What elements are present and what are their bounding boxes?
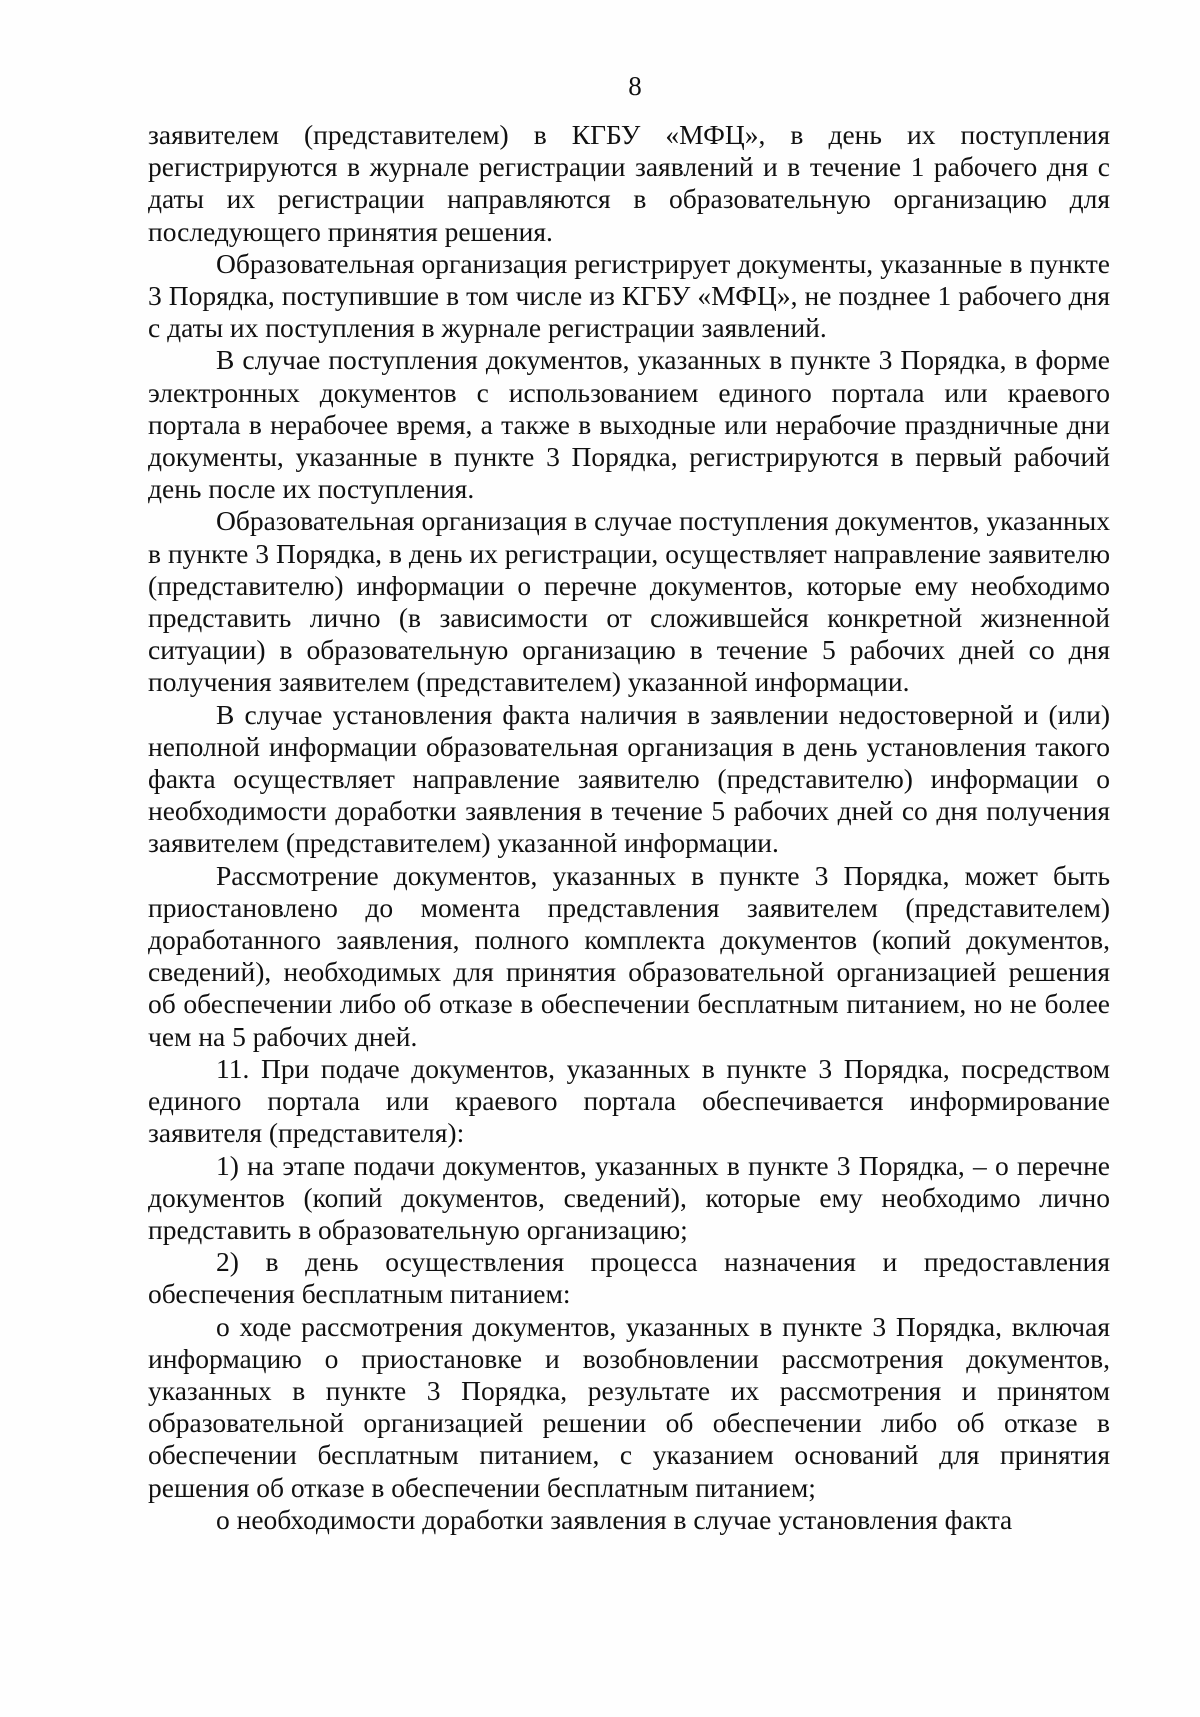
paragraph: о ходе рассмотрения документов, указанных в пункте 3 Порядка, включая информацию о приостановке и возобновлении рассмотрения документов, указанных в пункте 3 Порядка, результате их рассмотрения и принятом образовательной организацией решении об обеспечении либо об отказе в обеспечении бесплатным питанием, с указанием оснований для принятия решения об отказе в обеспечении бесплатным питанием; bbox=[148, 1310, 1110, 1503]
paragraph: Образовательная организация регистрирует документы, указанные в пункте 3 Порядка, поступившие в том числе из КГБУ «МФЦ», не позднее 1 рабочего дня с даты их поступления в журнале регистрации заявлений. bbox=[148, 247, 1110, 344]
paragraph-subitem-1: 1) на этапе подачи документов, указанных в пункте 3 Порядка, – о перечне документов (копий документов, сведений), которые ему необходимо лично представить в образовательную организацию; bbox=[148, 1149, 1110, 1245]
paragraph: Образовательная организация в случае поступления документов, указанных в пункте 3 Порядка, в день их регистрации, осуществляет направление заявителю (представителю) информации о перечне документов, которые ему необходимо представить лично (в зависимости от сложившейся конкретной жизненной ситуации) в образовательную организацию в течение 5 рабочих дней со дня получения заявителем (представителем) указанной информации. bbox=[148, 505, 1110, 698]
paragraph-continuation: заявителем (представителем) в КГБУ «МФЦ», в день их поступления регистрируются в журнале регистрации заявлений и в течение 1 рабочего дня с даты их регистрации направляются в образовательную организацию для последующего принятия решения. bbox=[148, 119, 1110, 247]
paragraph: В случае установления факта наличия в заявлении недостоверной и (или) неполной информации образовательная организация в день установления такого факта осуществляет направление заявителю (представителю) информации о необходимости доработки заявления в течение 5 рабочих дней со дня получения заявителем (представителем) указанной информации. bbox=[148, 698, 1110, 859]
paragraph-last: о необходимости доработки заявления в случае установления факта bbox=[216, 1503, 1013, 1535]
page-number: 8 bbox=[628, 71, 642, 101]
paragraph-subitem-2: 2) в день осуществления процесса назначения и предоставления обеспечения бесплатным питанием: bbox=[148, 1246, 1110, 1310]
document-body bbox=[148, 119, 1110, 1536]
paragraph: Рассмотрение документов, указанных в пункте 3 Порядка, может быть приостановлено до момента представления заявителем (представителем) доработанного заявления, полного комплекта документов (копий документов, сведений), необходимых для принятия образовательной организацией решения об обеспечении либо об отказе в обеспечении бесплатным питанием, но не более чем на 5 рабочих дней. bbox=[148, 859, 1110, 1052]
paragraph-item-11: 11. При подаче документов, указанных в пункте 3 Порядка, посредством единого портала или краевого портала обеспечивается информирование заявителя (представителя): bbox=[148, 1052, 1110, 1149]
paragraph: В случае поступления документов, указанных в пункте 3 Порядка, в форме электронных документов с использованием единого портала или краевого портала в нерабочее время, а также в выходные или нерабочие праздничные дни документы, указанные в пункте 3 Порядка, регистрируются в первый рабочий день после их поступления. bbox=[148, 344, 1110, 505]
